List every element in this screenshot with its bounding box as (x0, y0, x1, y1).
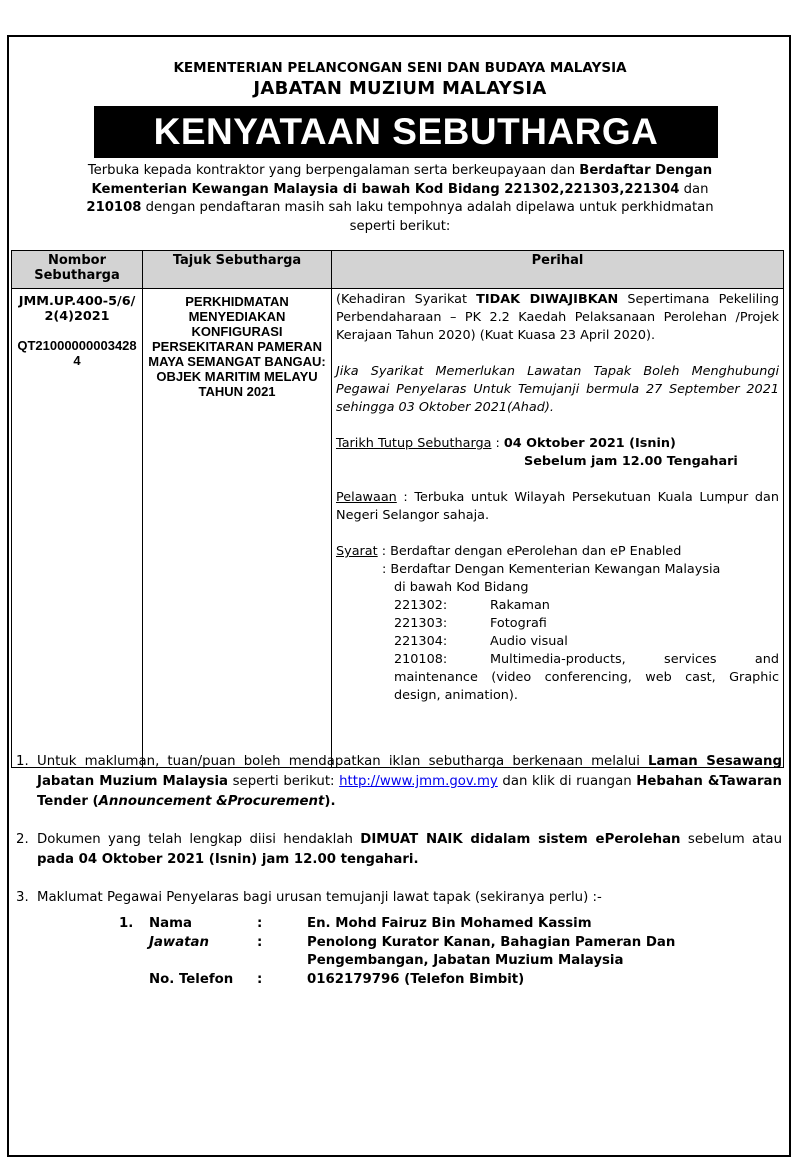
closing-date: 04 Oktober 2021 (Isnin) (503, 436, 676, 451)
list-item (394, 651, 779, 705)
site-visit-paragraph (336, 363, 779, 417)
site-visit-text: Jika Syarikat Memerlukan Lawatan Tapak Boleh Menghubungi Pegawai Penyelaras Untuk Temujanji bermula (336, 364, 779, 397)
field-name: Rakaman (490, 598, 550, 613)
field-code: 210108: (394, 652, 448, 667)
note-text (37, 752, 782, 812)
contact-name-row (119, 915, 787, 934)
note-2 (16, 830, 782, 870)
offer-text: : Terbuka untuk Wilayah Persekutuan Kuala Lumpur dan Negeri Selangor sahaja. (336, 490, 779, 523)
note-1 (16, 752, 782, 812)
header-details: Perihal (332, 251, 784, 289)
table-row (12, 289, 784, 768)
note-text (37, 830, 782, 870)
requirement-3: di bawah Kod Bidang (394, 580, 529, 595)
post-label: Jawatan (149, 934, 209, 950)
header-quotation-number: Nombor Sebutharga (12, 251, 143, 289)
paren-close: ). (324, 794, 336, 809)
contact-details (119, 915, 787, 989)
ministry-name: KEMENTERIAN PELANCONGAN SENI DAN BUDAYA MALAYSIA (173, 60, 627, 76)
offer-paragraph (336, 489, 779, 525)
note-1-text-3: dan klik di ruangan (497, 774, 637, 789)
website-link[interactable]: http://www.jmm.gov.my (339, 774, 498, 789)
note-1-text: Untuk makluman, tuan/puan boleh mendapatkan iklan sebutharga berkenaan melalui (37, 754, 649, 769)
note-number: 1. (16, 754, 29, 769)
quotation-number-cell (12, 289, 143, 768)
closing-separator: : (491, 436, 504, 451)
attendance-paragraph (336, 291, 779, 345)
colon: : (257, 934, 263, 950)
details-cell (332, 289, 784, 768)
upload-instruction: DIMUAT NAIK didalam sistem ePerolehan (360, 832, 681, 847)
list-item (394, 597, 779, 615)
requirement-1: : Berdaftar dengan ePerolehan dan eP Enabled (377, 544, 682, 559)
name-label: Nama (149, 916, 192, 931)
field-code-list (336, 597, 779, 705)
note-3 (16, 888, 782, 908)
intro-text-3: dengan pendaftaran masih sah laku tempohnya adalah dipelawa untuk perkhidmatan seperti berikut: (141, 200, 714, 234)
notice-banner: KENYATAAN SEBUTHARGA (94, 106, 718, 158)
intro-text-2: dan (679, 181, 709, 197)
offer-label: Pelawaan (336, 490, 397, 505)
requirement-2: : Berdaftar Dengan Kementerian Kewangan Malaysia (382, 562, 721, 577)
field-name: Multimedia-products, services and maintenance (video conferencing, web cast, Graphic design, animation). (394, 652, 779, 703)
attendance-emphasis: TIDAK DIWAJIBKAN (476, 292, 619, 307)
qt-number: QT210000000034284 (17, 338, 137, 368)
deadline: pada 04 Oktober 2021 (Isnin) jam 12.00 tengahari. (37, 852, 419, 867)
attendance-text-end: Sepertimana Pekeliling Perbendaharaan – PK 2.2 Kaedah Pelaksanaan Perolehan /Projek Kerajaan Tahun 2020) (Kuat Kuasa 23 April 2020). (336, 292, 780, 343)
closing-time: Sebelum jam 12.00 Tengahari (524, 454, 738, 469)
colon: : (257, 916, 263, 931)
colon: : (257, 971, 263, 987)
closing-date-line (336, 435, 779, 453)
field-code: 221304: (394, 634, 448, 649)
note-number: 2. (16, 832, 29, 847)
site-visit-dates: 27 September 2021 sehingga 03 Oktober 2021(Ahad). (336, 382, 779, 415)
quotation-title-cell (143, 289, 332, 768)
intro-paragraph (75, 162, 725, 236)
note-2-text-2: sebelum atau (680, 832, 782, 847)
list-item (394, 615, 779, 633)
note-text: Maklumat Pegawai Penyelaras bagi urusan temujanji lawat tapak (sekiranya perlu) :- (37, 890, 602, 905)
note-1-text-2: seperti berikut: (228, 774, 340, 789)
contact-post: Penolong Kurator Kanan, Bahagian Pameran Dan Pengembangan, Jabatan Muzium Malaysia (307, 934, 676, 968)
section-name-en: Announcement &Procurement (98, 794, 325, 809)
table-header-row (12, 251, 784, 289)
paren-open: ( (87, 794, 99, 809)
attendance-text: (Kehadiran Syarikat (336, 292, 477, 307)
list-item (394, 633, 779, 651)
notes-section (16, 752, 782, 926)
contact-name: En. Mohd Fairuz Bin Mohamed Kassim (307, 916, 592, 931)
contact-post-row (119, 934, 787, 971)
reference-number: JMM.UP.400-5/6/2(4)2021 (18, 294, 136, 324)
intro-bold-1: Berdaftar Dengan Kementerian Kewangan Malaysia di bawah Kod Bidang 221302,221303,221304 (91, 163, 713, 197)
contact-phone-row (119, 971, 787, 990)
note-number: 3. (16, 890, 29, 905)
quotation-table (11, 250, 784, 768)
intro-bold-2: 210108 (86, 200, 142, 215)
requirement-line-1 (336, 543, 779, 561)
field-name: Audio visual (490, 634, 568, 649)
field-name: Fotografi (490, 616, 547, 631)
quotation-title: PERKHIDMATAN MENYEDIAKAN KONFIGURASI PERSEKITARAN PAMERAN MAYA SEMANGAT BANGAU: OBJEK MARITIM MELAYU TAHUN 2021 (148, 294, 326, 399)
intro-text-1: Terbuka kepada kontraktor yang berpengalaman serta berkeupayaan dan (87, 163, 580, 178)
field-code: 221302: (394, 598, 448, 613)
section-name: Hebahan &Tawaran Tender (37, 774, 782, 809)
header-quotation-title: Tajuk Sebutharga (143, 251, 332, 289)
website-name: Laman Sesawang Jabatan Muzium Malaysia (37, 754, 783, 789)
requirement-label: Syarat (336, 544, 378, 559)
closing-date-label: Tarikh Tutup Sebutharga (336, 436, 492, 451)
phone-label: No. Telefon (149, 971, 234, 987)
department-name: JABATAN MUZIUM MALAYSIA (253, 78, 547, 99)
note-2-text: Dokumen yang telah lengkap diisi hendaklah (37, 832, 361, 847)
contact-phone: 0162179796 (Telefon Bimbit) (307, 971, 525, 987)
field-code: 221303: (394, 616, 448, 631)
contact-number: 1. (119, 916, 134, 931)
